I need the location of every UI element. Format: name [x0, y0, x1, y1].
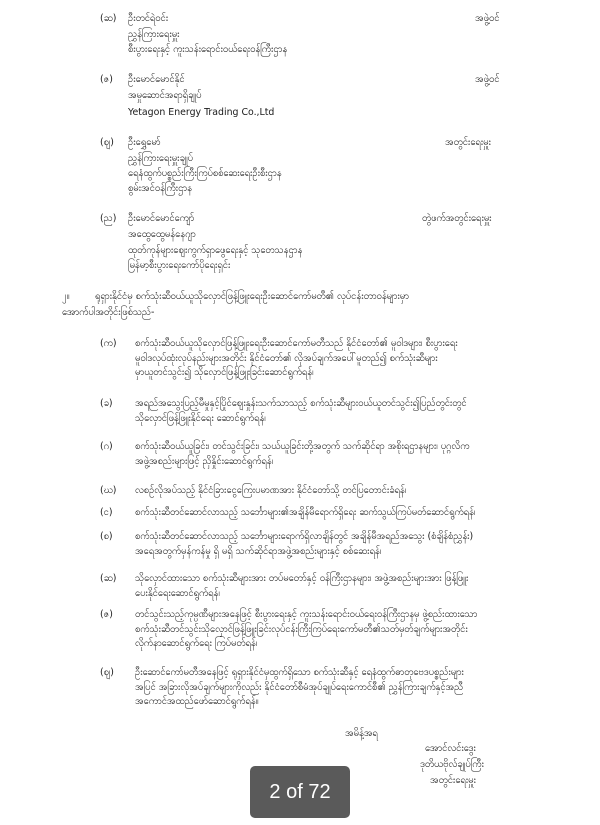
- member-title: အထွေထွေမန်နေဂျာ: [128, 229, 196, 240]
- member-role: အဖွဲ့ဝင်: [475, 13, 500, 24]
- member-number: (ဈ): [100, 137, 114, 148]
- section-intro: ရုရှားနိုင်ငံမှ စက်သုံးဆီဝယ်ယူသိုလှောင်ဖြန့်ဖြူးရေးဦးဆောင်ကော်မတီ၏ လုပ်ငန်းတာဝန်များမှာ: [95, 291, 409, 302]
- duty-number: (င): [100, 507, 113, 518]
- duty-number: (ဂ): [100, 441, 113, 452]
- member-role: အတွင်းရေးမှူး: [445, 137, 491, 148]
- member-role: အဖွဲ့ဝင်: [475, 74, 500, 85]
- signer-name: အောင်လင်းဒွေး: [425, 743, 476, 754]
- page-indicator: 2 of 72: [250, 766, 350, 818]
- member-name: ဦးမောင်မောင်ကျော်: [128, 213, 195, 224]
- member-name: ဦးမောင်မောင်နိုင်: [128, 74, 185, 85]
- member-name: ဦးရွှေမော်: [128, 137, 161, 148]
- duty-number: (ဃ): [100, 485, 117, 496]
- member-title: ညွှန်ကြားရေးမှူး: [128, 29, 180, 40]
- duty-number: (ဆ): [100, 573, 117, 584]
- duty-number: (စ): [100, 531, 113, 542]
- member-company: Yetagon Energy Trading Co.,Ltd: [128, 107, 275, 118]
- signer-role: အတွင်းရေးမှူး: [430, 775, 476, 786]
- duty-text: လစဉ်လိုအပ်သည့် နိုင်ငံခြားငွေကြေးပမာဏအား နိုင်ငံတော်သို့ တင်ပြတောင်းခံရန်၊: [135, 485, 407, 496]
- member-number: (ဇ): [100, 74, 113, 85]
- member-dept: စီးပွားရေးနှင့် ကူးသန်းရောင်းဝယ်ရေးဝန်ကြီးဌာန: [128, 44, 288, 55]
- section-intro-cont: အောက်ပါအတိုင်းဖြစ်သည်-: [62, 307, 155, 318]
- member-role: တွဲဖက်အတွင်းရေးမှူး: [422, 213, 492, 224]
- member-ministry: စွမ်းအင်ဝန်ကြီးဌာန: [128, 183, 192, 194]
- duty-number: (က): [100, 338, 117, 349]
- duty-text: ဦးဆောင်ကော်မတီအနေဖြင့် ရုရှားနိုင်ငံမှထွက်ရှိသော စက်သုံးဆီနှင့် ရေနံထွက်ဓာတုဗေဒပစ္စည်းများ အပြင် အခြားလိုအပ်ချက်များကိုလည်း နိုင်ငံတော်စီမံအုပ်ချုပ်ရေးကောင်စီ၏ ညွှန်ကြားချက်နှင့်အညီ အကောင်အထည်ဖော်ဆောင်ရွက်ရန်။: [135, 667, 464, 707]
- signer-rank: ဒုတိယဗိုလ်ချုပ်ကြီး: [420, 759, 484, 770]
- member-number: (ည): [100, 213, 117, 224]
- member-dept: ရေနံထွက်ပစ္စည်းကြီးကြပ်စစ်ဆေးရေးဦးစီးဌာန: [128, 168, 282, 179]
- section-number: ၂။: [62, 291, 70, 302]
- duty-number: (ခ): [100, 398, 113, 409]
- member-org: မြန်မာ့စီးပွားရေးကော်ပိုရေးရှင်း: [128, 260, 231, 271]
- member-number: (ဆ): [100, 13, 117, 24]
- member-name: ဦးတင်ရဲဝင်း: [128, 13, 169, 24]
- member-dept: ထုတ်ကုန်များဈေးကွက်ရှာဖွေရေးနှင့် သုတေသနဌာန: [128, 245, 303, 256]
- order-line: အမိန့်အရ: [345, 728, 378, 739]
- duty-text: စက်သုံးဆီတင်ဆောင်လာသည့် သင်္ဘောများ၏အချိန်မီရောက်ရှိရေး ဆက်သွယ်ကြပ်မတ်ဆောင်ရွက်ရန်၊: [135, 507, 476, 518]
- duty-text: အရည်အသွေးပြည့်မီမှုနှင့်ပြိုင်ဈေးနှုန်းသက်သာသည့် စက်သုံးဆီများဝယ်ယူတင်သွင်း၍ပြည်တွင်းတွင် သိုလှောင်ဖြန့်ဖြူးနိုင်ရေး ဆောင်ရွက်ရန်၊: [135, 398, 467, 424]
- duty-text: စက်သုံးဆီတင်ဆောင်လာသည့် သင်္ဘောများရောက်ရှိလာချိန်တွင် အချိန်မီအရည်အသွေး (စံချိန်စံညွှန်း) အရေအတွက်မှန်ကန်မှု ရှိ မရှိ သက်ဆိုင်ရာအဖွဲ့အစည်းများနှင့် စစ်ဆေးရန်၊: [135, 531, 474, 557]
- duty-text: တင်သွင်းသည့်ကုမ္ပဏီများအနေဖြင့် စီးပွားရေးနှင့် ကူးသန်းရောင်းဝယ်ရေးဝန်ကြီးဌာနမှ ဖွဲ့စည်းထားသော စက်သုံးဆီတင်သွင်းသိုလှောင်ဖြန့်ဖြူးခြင်းလုပ်ငန်းကြီးကြပ်ရေးကော်မတီ၏သတ်မှတ်ချက်များအတိုင်း လိုက်နာဆောင်ရွက်ရေး ကြပ်မတ်ရန်၊: [135, 609, 478, 649]
- member-title: အမှုဆောင်အရာရှိချုပ်: [128, 90, 202, 101]
- member-title: ညွှန်ကြားရေးမှူးချုပ်: [128, 153, 193, 164]
- duty-text: သိုလှောင်ထားသော စက်သုံးဆီများအား တပ်မတော်နှင့် ဝန်ကြီးဌာနများ၊ အဖွဲ့အစည်းများအား ဖြန့်ဖြူး ပေးနိုင်ရေးဆောင်ရွက်ရန်၊: [135, 573, 469, 599]
- duty-number: (ဇ): [100, 609, 113, 620]
- duty-text: စက်သုံးဆီဝယ်ယူသိုလှောင်ဖြန့်ဖြူးရေးဦးဆောင်ကော်မတီသည် နိုင်ငံတော်၏ မူဝါဒများ၊ စီးပွားရေး မူဝါဒလုပ်ထုံးလုပ်နည်းများအတိုင်း နိုင်ငံတော်၏ လိုအပ်ချက်အပေါ်မူတည်၍ စက်သုံးဆီများ မှာယူတင်သွင်း၍ သိုလှောင်ဖြန့်ဖြူးခြင်းဆောင်ရွက်ရန်၊: [135, 338, 458, 378]
- duty-number: (ဈ): [100, 667, 114, 678]
- duty-text: စက်သုံးဆီဝယ်ယူခြင်း၊ တင်သွင်းခြင်း၊ သယ်ယူခြင်းတို့အတွက် သက်ဆိုင်ရာ အစိုးရဌာနများ၊ ပုဂ္ဂလိက အဖွဲ့အစည်းများဖြင့် ညှိနှိုင်းဆောင်ရွက်ရန်၊: [135, 441, 470, 467]
